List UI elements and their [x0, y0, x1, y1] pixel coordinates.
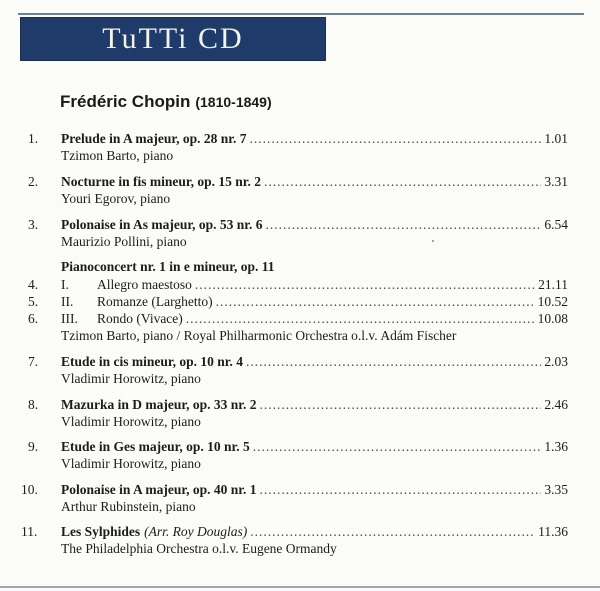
composer-name: Frédéric Chopin — [60, 92, 191, 111]
track-title-line — [61, 217, 568, 233]
dot-leader — [246, 354, 541, 370]
track-number: 7. — [28, 354, 39, 369]
track-title: Mazurka in D majeur, op. 33 nr. 2 — [61, 397, 257, 412]
bottom-rule — [0, 586, 600, 588]
dot-leader — [260, 482, 542, 498]
movement-numeral: III. — [61, 311, 78, 326]
track-title-line — [61, 131, 568, 147]
label-logo-text: TuTTi CD — [102, 22, 244, 55]
track-performer: The Philadelphia Orchestra o.l.v. Eugene Ormandy — [61, 541, 337, 556]
track-number: 4. — [28, 277, 39, 292]
track-title: Etude in cis mineur, op. 10 nr. 4 — [61, 354, 244, 369]
track-performer: Arthur Rubinstein, piano — [61, 499, 196, 514]
movement-duration: 21.11 — [538, 277, 568, 292]
track-title-line — [61, 354, 568, 370]
track-performer: Youri Egorov, piano — [61, 191, 171, 206]
movement-numeral: I. — [61, 277, 69, 292]
track-duration: 6.54 — [544, 217, 568, 232]
movement-line — [97, 311, 568, 327]
dot-leader — [264, 174, 541, 190]
track-duration: 1.36 — [544, 439, 568, 454]
track-number: 3. — [28, 217, 39, 232]
track-number: 11. — [21, 524, 38, 539]
track-number: 2. — [28, 174, 39, 189]
concerto-title: Pianoconcert nr. 1 in e mineur, op. 11 — [61, 259, 275, 274]
movement-numeral: II. — [61, 294, 74, 309]
track-title: Nocturne in fis mineur, op. 15 nr. 2 — [61, 174, 262, 189]
dot-leader — [186, 311, 535, 327]
dot-leader — [250, 524, 535, 540]
track-title-line — [61, 524, 568, 540]
dot-leader — [260, 397, 542, 413]
dot-leader — [266, 217, 542, 233]
track-performer: Vladimir Horowitz, piano — [61, 456, 201, 471]
track-title: Prelude in A majeur, op. 28 nr. 7 — [61, 131, 247, 146]
label-logo — [20, 17, 326, 61]
track-title-line — [61, 482, 568, 498]
track-number: 9. — [28, 439, 39, 454]
movement-duration: 10.08 — [537, 311, 568, 326]
top-rule — [18, 13, 584, 15]
dot-leader — [253, 439, 542, 455]
movement-title: Allegro maestoso — [97, 277, 192, 292]
movement-line — [97, 277, 568, 293]
movement-duration: 10.52 — [537, 294, 568, 309]
print-speck — [432, 240, 434, 242]
composer-heading — [60, 92, 272, 112]
track-title-line — [61, 439, 568, 455]
composer-years: (1810-1849) — [195, 94, 272, 110]
track-duration: 3.31 — [544, 174, 568, 189]
track-number: 10. — [21, 482, 38, 497]
track-duration: 11.36 — [538, 524, 568, 539]
track-performer: Vladimir Horowitz, piano — [61, 371, 201, 386]
track-number: 6. — [28, 311, 39, 326]
track-performer: Vladimir Horowitz, piano — [61, 414, 201, 429]
track-number: 1. — [28, 131, 39, 146]
track-number: 8. — [28, 397, 39, 412]
track-title: Les Sylphides — [61, 524, 141, 539]
track-title: Etude in Ges majeur, op. 10 nr. 5 — [61, 439, 250, 454]
movement-title: Romanze (Larghetto) — [97, 294, 213, 309]
track-title-line — [61, 397, 568, 413]
movement-title: Rondo (Vivace) — [97, 311, 183, 326]
track-duration: 3.35 — [544, 482, 568, 497]
track-title: Polonaise in A majeur, op. 40 nr. 1 — [61, 482, 257, 497]
concerto-performer: Tzimon Barto, piano / Royal Philharmonic Orchestra o.l.v. Adám Fischer — [61, 328, 457, 343]
track-arrangement: (Arr. Roy Douglas) — [144, 524, 248, 539]
dot-leader — [195, 277, 535, 293]
dot-leader — [250, 131, 542, 147]
track-duration: 2.46 — [544, 397, 568, 412]
track-performer: Maurizio Pollini, piano — [61, 234, 187, 249]
movement-line — [97, 294, 568, 310]
track-title: Polonaise in As majeur, op. 53 nr. 6 — [61, 217, 263, 232]
track-duration: 2.03 — [544, 354, 568, 369]
track-performer: Tzimon Barto, piano — [61, 148, 174, 163]
track-duration: 1.01 — [544, 131, 568, 146]
track-number: 5. — [28, 294, 39, 309]
track-title-line — [61, 174, 568, 190]
dot-leader — [216, 294, 535, 310]
